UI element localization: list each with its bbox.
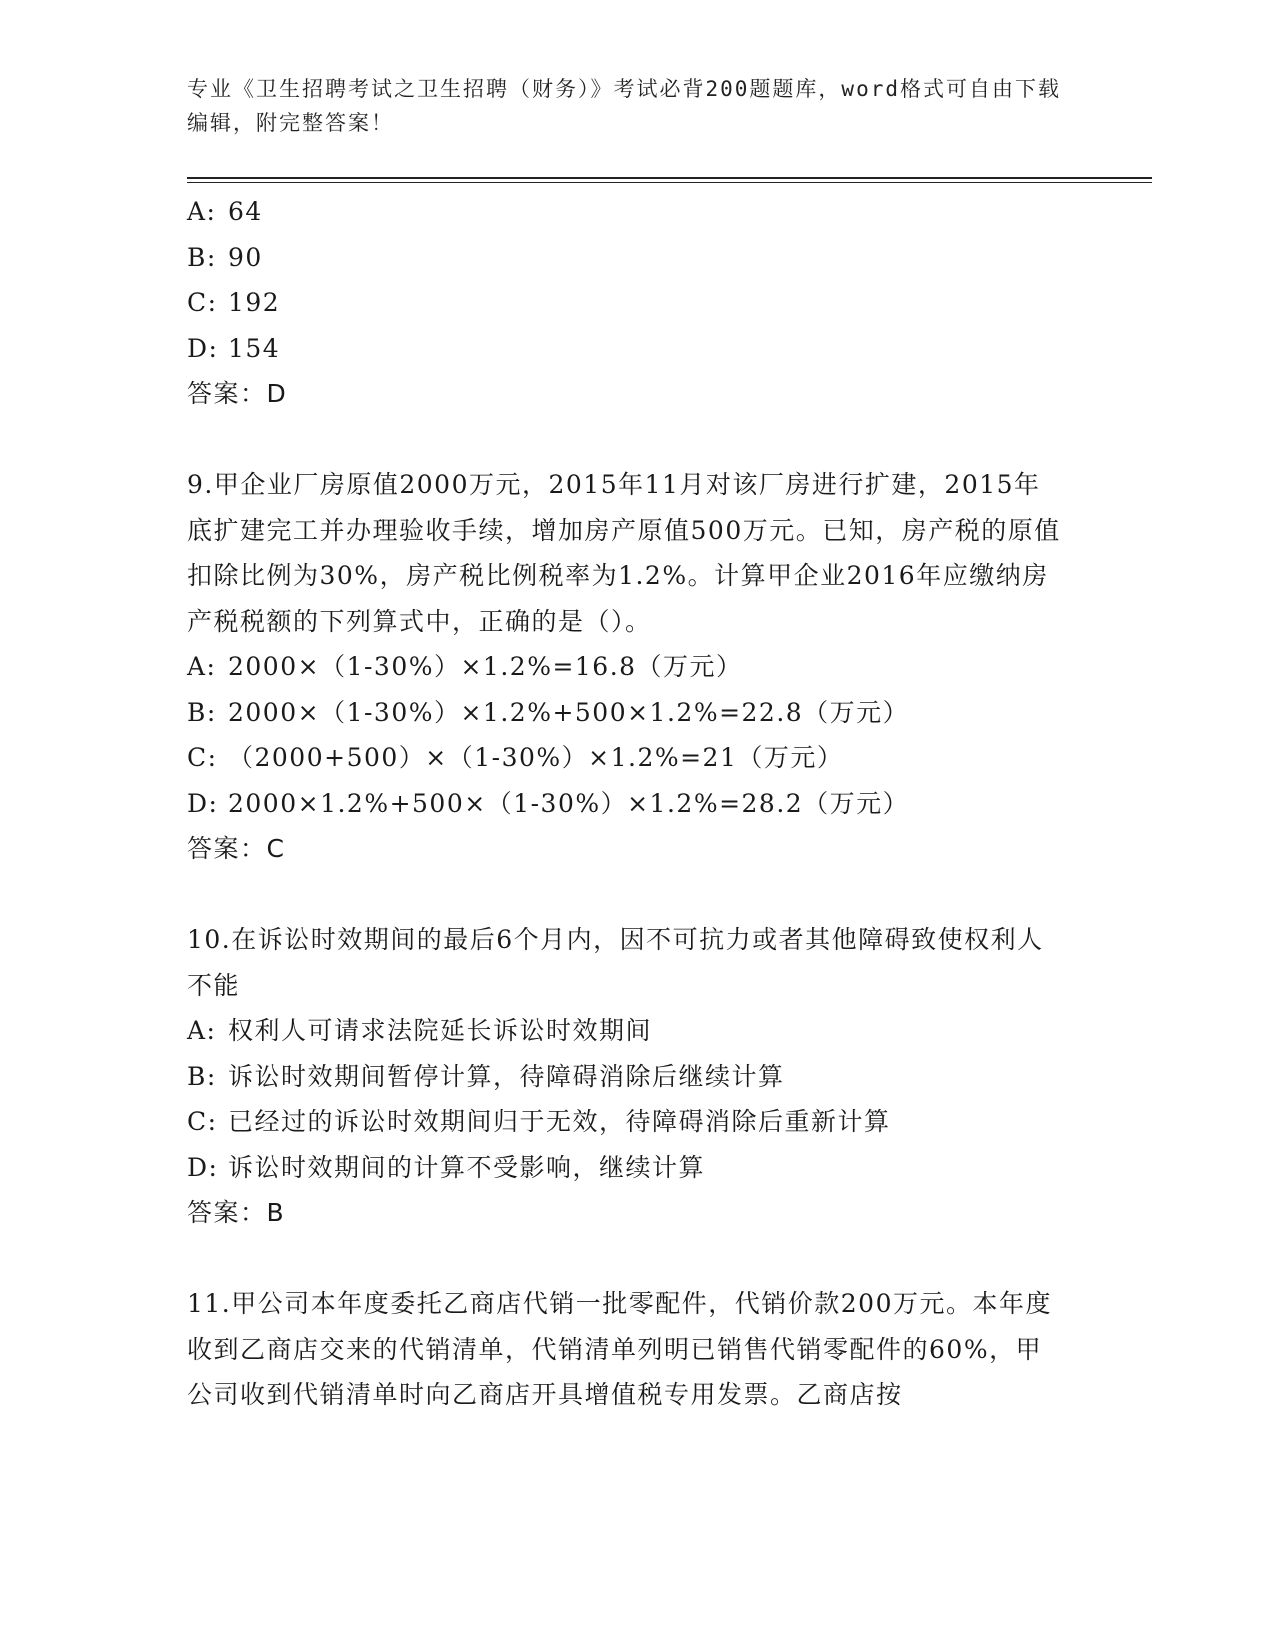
option-c: C: 已经过的诉讼时效期间归于无效，待障碍消除后重新计算 <box>187 1107 891 1136</box>
spacer <box>187 872 1067 918</box>
question-stem: 11.甲公司本年度委托乙商店代销一批零配件，代销价款200万元。本年度收到乙商店交来的代销清单，代销清单列明已销售代销零配件的60%，甲公司收到代销清单时向乙商店开具增值税专用发票。乙商店按 <box>187 1289 1052 1409</box>
option-d: D: 154 <box>187 333 281 363</box>
spacer <box>187 417 1067 463</box>
option-d: D: 诉讼时效期间的计算不受影响，继续计算 <box>187 1152 706 1182</box>
document-header: 专业《卫生招聘考试之卫生招聘（财务）》考试必背200题题库，word格式可自由下载编辑，附完整答案！ <box>187 77 1061 135</box>
question-11 <box>187 1281 1067 1418</box>
option-b: B: 90 <box>187 242 263 272</box>
option-b: B: 诉讼时效期间暂停计算，待障碍消除后继续计算 <box>187 1061 785 1091</box>
answer-label: 答案：B <box>187 1198 286 1227</box>
question-stem: 9.甲企业厂房原值2000万元，2015年11月对该厂房进行扩建，2015年底扩建完工并办理验收手续，增加房产原值500万元。已知，房产税的原值扣除比例为30%，房产税比例税率为1.2%。计算甲企业2016年应缴纳房产税税额的下列算式中，正确的是（）。 <box>187 470 1061 636</box>
question-10 <box>187 917 1067 1236</box>
question-stem: 10.在诉讼时效期间的最后6个月内，因不可抗力或者其他障碍致使权利人不能 <box>187 925 1044 1000</box>
header-divider <box>187 177 1152 179</box>
option-a: A: 2000×（1-30%）×1.2%=16.8（万元） <box>187 652 743 681</box>
option-b: B: 2000×（1-30%）×1.2%+500×1.2%=22.8（万元） <box>187 697 910 727</box>
option-c: C: 192 <box>187 288 281 317</box>
question-9 <box>187 462 1067 872</box>
answer-label: 答案：D <box>187 379 288 408</box>
option-d: D: 2000×1.2%+500×（1-30%）×1.2%=28.2（万元） <box>187 788 910 818</box>
option-c: C: （2000+500）×（1-30%）×1.2%=21（万元） <box>187 743 844 772</box>
spacer <box>187 1236 1067 1282</box>
prev-question <box>187 189 1067 417</box>
answer-label: 答案：C <box>187 834 286 863</box>
option-a: A: 64 <box>187 197 263 226</box>
header-divider-thin <box>187 182 1152 183</box>
question-content <box>187 189 1067 1418</box>
option-a: A: 权利人可请求法院延长诉讼时效期间 <box>187 1016 653 1045</box>
